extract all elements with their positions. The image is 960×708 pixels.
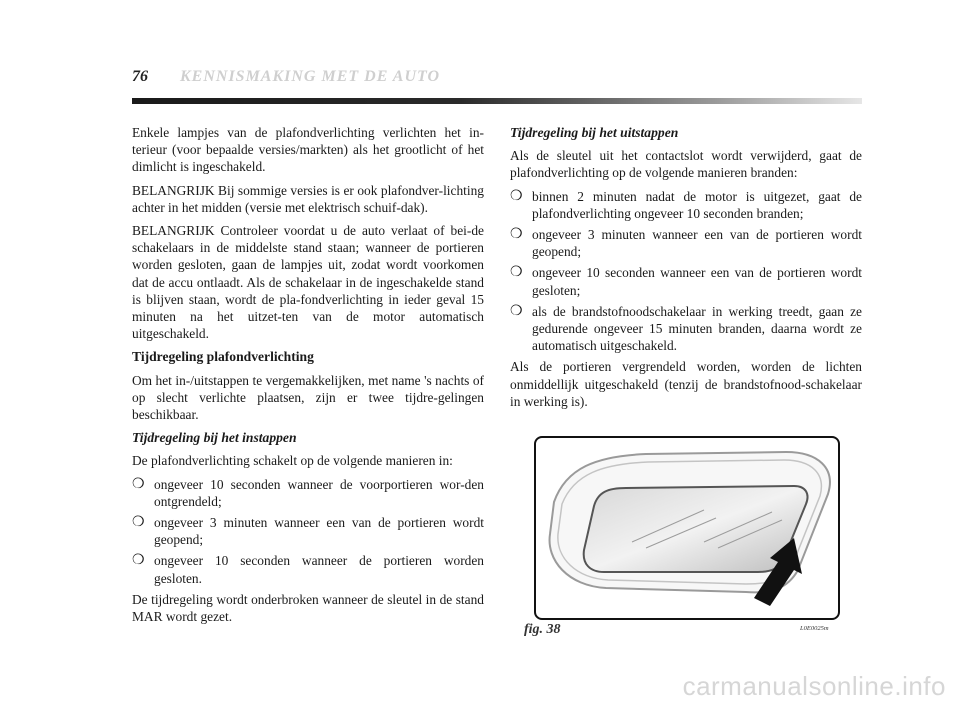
paragraph: Als de portieren vergrendeld worden, worden de lichten onmiddellijk uitgeschakeld (tenzij de brandstofnood-schakelaar in werking is).	[510, 359, 862, 409]
paragraph: BELANGRIJK Bij sommige versies is er ook plafondver-lichting achter in het midden (versie met elektrisch schuif-dak).	[132, 182, 484, 215]
list-item: ❍ als de brandstofnoodschakelaar in werking treedt, gaan ze gedurende ongeveer 15 minuten branden, daarna wordt ze automatisch uitgeschakeld.	[510, 303, 862, 354]
dome-light-illustration	[536, 438, 838, 618]
bullet-icon: ❍	[132, 476, 145, 492]
figure-code: L0E0025m	[800, 625, 829, 632]
section-title: KENNISMAKING MET DE AUTO	[180, 68, 441, 85]
bullet-icon: ❍	[510, 265, 523, 281]
list-item: ❍ ongeveer 3 minuten wanneer een van de portieren wordt geopend;	[132, 515, 484, 548]
header-rule	[132, 98, 862, 104]
right-column	[510, 124, 862, 416]
bullet-icon: ❍	[132, 553, 145, 569]
list-item: ❍ ongeveer 10 seconden wanneer de portieren worden gesloten.	[132, 553, 484, 586]
bullet-icon: ❍	[510, 303, 523, 319]
paragraph: BELANGRIJK Controleer voordat u de auto verlaat of bei-de schakelaars in de middelste stand staan; wanneer de portieren worden gesloten, gaan de lampjes uit, zodat wordt voorkomen dat de accu ontlaadt. Als de schakelaar in de ingeschakelde stand is blijven staan, wordt de pla-fondverlichting in ieder geval 15 minuten na het uitzet-ten van de motor automatisch uitgeschakeld.	[132, 223, 484, 342]
figure-38-dome-light	[534, 436, 840, 620]
page-header	[132, 68, 862, 108]
paragraph: Enkele lampjes van de plafondverlichting verlichten het in-terieur (voor bepaalde versies/markten) als het grootlicht of het dimlicht is ingeschakeld.	[132, 125, 484, 175]
figure-caption: fig. 38	[524, 622, 561, 637]
page-number: 76	[132, 68, 148, 85]
paragraph: Om het in-/uitstappen te vergemakkelijken, met name 's nachts of op slecht verlichte plaatsen, zijn er twee tijdre-gelingen beschikbaar.	[132, 372, 484, 423]
heading-tijdregeling: Tijdregeling plafondverlichting	[132, 349, 314, 365]
list-item: ❍ ongeveer 3 minuten wanneer een van de portieren wordt geopend;	[510, 227, 862, 260]
paragraph: Als de sleutel uit het contactslot wordt verwijderd, gaat de plafondverlichting op de volgende manieren branden:	[510, 148, 862, 181]
paragraph: De plafondverlichting schakelt op de volgende manieren in:	[132, 453, 453, 469]
list-item: ❍ ongeveer 10 seconden wanneer een van de portieren wordt gesloten;	[510, 265, 862, 298]
bullet-icon: ❍	[510, 188, 523, 204]
subheading-uitstappen: Tijdregeling bij het uitstappen	[510, 125, 679, 140]
bullet-icon: ❍	[510, 227, 523, 243]
left-column	[132, 124, 484, 631]
list-item: ❍ ongeveer 10 seconden wanneer de voorportieren wor-den ontgrendeld;	[132, 476, 484, 509]
paragraph: De tijdregeling wordt onderbroken wanneer de sleutel in de stand MAR wordt gezet.	[132, 591, 484, 625]
list-item: ❍ binnen 2 minuten nadat de motor is uitgezet, gaat de plafondverlichting ongeveer 10 seconden branden;	[510, 188, 862, 221]
subheading-instappen: Tijdregeling bij het instappen	[132, 430, 297, 446]
watermark: carmanualsonline.info	[682, 671, 946, 701]
bullet-icon: ❍	[132, 515, 145, 531]
